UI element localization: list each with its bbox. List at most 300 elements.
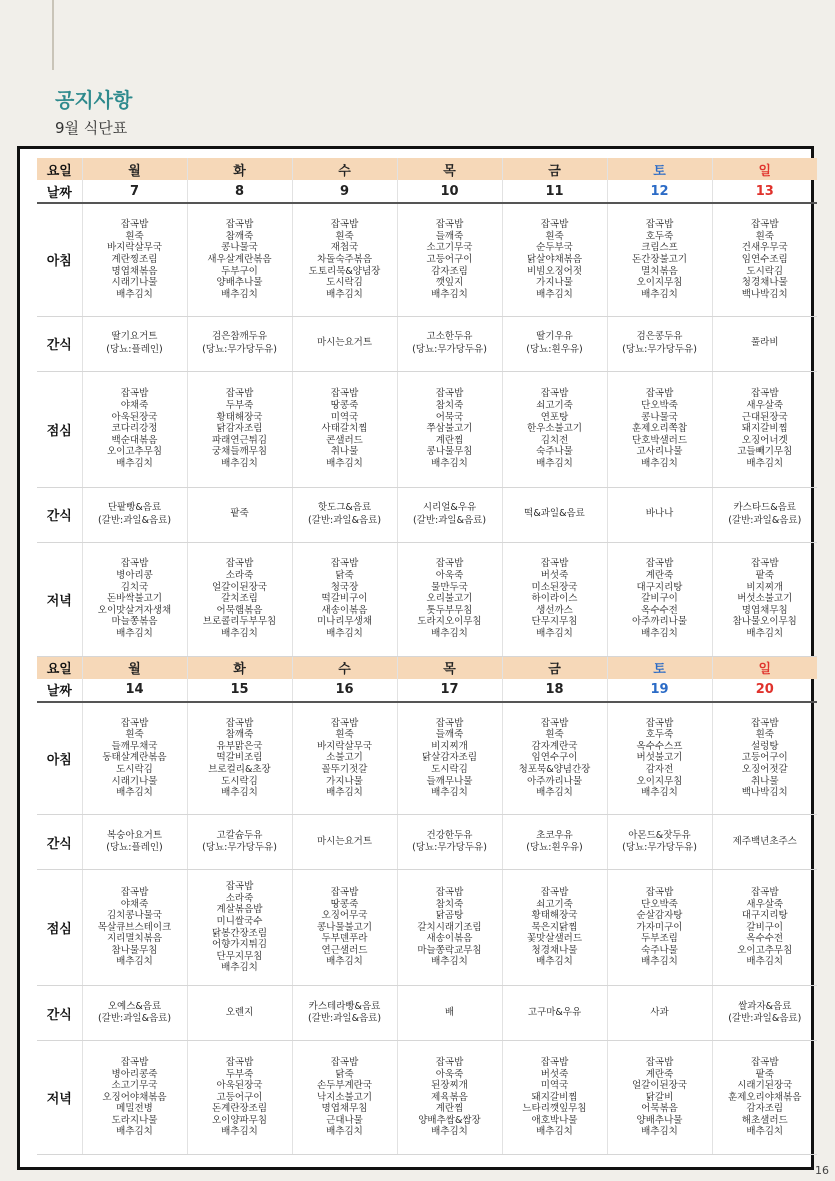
snack-am-cell bbox=[607, 316, 712, 371]
breakfast-cell bbox=[712, 203, 817, 316]
menu-item: 배추김치 bbox=[326, 457, 363, 469]
menu-item: 소라죽 bbox=[225, 892, 254, 904]
menu-item: 순두부국 bbox=[536, 242, 573, 254]
menu-item: 잡곡밥 bbox=[225, 388, 254, 400]
menu-item: 감자계란국 bbox=[531, 740, 578, 752]
menu-item: 고사리나물 bbox=[636, 446, 683, 458]
menu-item: 고등어구이 bbox=[741, 752, 788, 764]
menu-item: 배추김치 bbox=[746, 627, 784, 639]
date-row bbox=[37, 679, 817, 702]
menu-item: 배추김치 bbox=[221, 1126, 258, 1138]
breakfast-row bbox=[37, 702, 817, 815]
menu-item: 가지나물 bbox=[326, 775, 363, 787]
menu-item: 잡곡밥 bbox=[330, 388, 359, 400]
menu-item: 두부죽 bbox=[225, 1068, 254, 1080]
menu-item: 멸치볶음 bbox=[641, 265, 678, 277]
menu-item: 새송이볶음 bbox=[426, 933, 473, 945]
menu-item: 잡곡밥 bbox=[225, 881, 254, 893]
menu-item: 소고기무국 bbox=[426, 242, 473, 254]
menu-item: 미역국 bbox=[540, 1080, 569, 1092]
menu-item: 배추김치 bbox=[746, 1126, 784, 1138]
menu-item: 마시는요거트 bbox=[316, 337, 373, 349]
menu-item: 잡곡밥 bbox=[540, 717, 569, 729]
menu-item: (갈반:과일&음료) bbox=[728, 1013, 802, 1024]
menu-item: 낙지소불고기 bbox=[316, 1091, 373, 1103]
menu-item: 단오박죽 bbox=[641, 898, 678, 910]
label-snack-pm: 간식 bbox=[37, 986, 82, 1041]
menu-item: 잡곡밥 bbox=[540, 219, 569, 231]
menu-item: 팥죽 bbox=[755, 1068, 774, 1080]
menu-item: 도시락김 bbox=[221, 775, 258, 787]
menu-item: 잡곡밥 bbox=[435, 558, 464, 570]
menu-item: (당뇨:플레인) bbox=[106, 842, 163, 853]
menu-item: 오렌지 bbox=[225, 1006, 254, 1018]
menu-item: 잡곡밥 bbox=[645, 558, 674, 570]
menu-item: 브로컬리&초장 bbox=[208, 764, 271, 776]
menu-item: 배추김치 bbox=[641, 288, 678, 300]
menu-item: 고소한두유 bbox=[426, 331, 473, 342]
menu-item: 딸기요거트 bbox=[111, 331, 158, 342]
menu-item: 잡곡밥 bbox=[645, 388, 674, 400]
menu-item: 병아리콩죽 bbox=[111, 1068, 158, 1080]
lunch-cell bbox=[712, 870, 817, 986]
menu-item: 참나물오이무침 bbox=[732, 616, 797, 628]
menu-item: 잡곡밥 bbox=[750, 1056, 779, 1068]
menu-item: 잡곡밥 bbox=[750, 886, 779, 898]
menu-item: 건새우무국 bbox=[741, 242, 788, 254]
menu-item: 한우소불고기 bbox=[526, 423, 583, 435]
menu-item: 새우살죽 bbox=[746, 400, 784, 412]
menu-item: (갈반:과일&음료) bbox=[728, 514, 802, 526]
menu-item: 아욱된장국 bbox=[111, 411, 158, 423]
menu-item: (당뇨:무가당두유) bbox=[412, 343, 487, 355]
menu-item: 흰죽 bbox=[125, 729, 144, 741]
menu-item: 단팥빵&음료 bbox=[107, 502, 162, 513]
menu-item: 잡곡밥 bbox=[225, 717, 254, 729]
snack-pm-cell bbox=[607, 986, 712, 1041]
menu-item: 새우살계란볶음 bbox=[207, 253, 272, 265]
menu-item: 오예스&음료 bbox=[107, 1000, 162, 1012]
breakfast-cell bbox=[607, 702, 712, 815]
dinner-cell bbox=[187, 542, 292, 656]
menu-item: 오이고추무침 bbox=[737, 944, 793, 956]
menu-item: 얼갈이된장국 bbox=[631, 1080, 688, 1092]
menu-item: (갈반:과일&음료) bbox=[97, 514, 172, 526]
dinner-cell bbox=[292, 1041, 397, 1155]
menu-item: 단무지무침 bbox=[216, 950, 263, 962]
dinner-cell bbox=[187, 1041, 292, 1155]
menu-item: 콩나물국 bbox=[221, 242, 258, 254]
snack-pm-cell bbox=[712, 487, 817, 542]
menu-item: 옥수수전 bbox=[641, 604, 678, 616]
menu-item: 고구마&우유 bbox=[527, 1006, 582, 1018]
snack-pm-cell bbox=[82, 487, 187, 542]
menu-item: 새송이볶음 bbox=[321, 604, 368, 616]
label-dinner: 저녁 bbox=[37, 542, 82, 656]
date-cell: 14 bbox=[82, 679, 187, 702]
breakfast-cell bbox=[292, 203, 397, 316]
menu-item: 연포탕 bbox=[540, 411, 569, 423]
menu-item: (갈반:과일&음료) bbox=[307, 1013, 382, 1024]
menu-item: 잡곡밥 bbox=[645, 1056, 674, 1068]
snack-am-cell bbox=[397, 815, 502, 870]
menu-item: 버섯죽 bbox=[540, 1068, 569, 1080]
menu-item: 가자미구이 bbox=[636, 921, 683, 933]
menu-item: 돈바싹불고기 bbox=[106, 593, 163, 605]
menu-item: 고들빼기무침 bbox=[737, 446, 793, 458]
menu-item: 잡곡밥 bbox=[435, 717, 464, 729]
menu-item: 손두부계란국 bbox=[316, 1080, 373, 1092]
menu-item: 닭감자조림 bbox=[216, 423, 263, 435]
breakfast-cell bbox=[502, 702, 607, 815]
snack-am-cell bbox=[292, 316, 397, 371]
menu-item: 배추김치 bbox=[221, 627, 258, 639]
dinner-cell bbox=[607, 542, 712, 656]
menu-item: 호두죽 bbox=[645, 729, 674, 741]
lunch-cell bbox=[187, 870, 292, 986]
menu-item: 흰죽 bbox=[335, 230, 354, 242]
label-date: 날짜 bbox=[37, 679, 82, 702]
menu-item: 시래기된장국 bbox=[737, 1080, 793, 1092]
menu-item: 흰죽 bbox=[125, 230, 144, 242]
breakfast-cell bbox=[292, 702, 397, 815]
dinner-cell bbox=[502, 542, 607, 656]
label-day: 요일 bbox=[37, 656, 82, 679]
menu-item: 배추김치 bbox=[326, 627, 363, 639]
menu-item: 아욱된장국 bbox=[216, 1080, 263, 1092]
page-subtitle: 9월 식단표 bbox=[55, 119, 128, 137]
lunch-row bbox=[37, 371, 817, 487]
menu-item: 청포묵&양념간장 bbox=[518, 764, 591, 776]
date-cell: 7 bbox=[82, 180, 187, 203]
snack-pm-cell bbox=[292, 487, 397, 542]
menu-item: 잡곡밥 bbox=[225, 1056, 254, 1068]
lunch-cell bbox=[82, 870, 187, 986]
menu-item: 배추김치 bbox=[116, 288, 153, 300]
menu-item: 갈비구이 bbox=[746, 921, 784, 933]
menu-item: 들깨무채국 bbox=[111, 740, 158, 752]
menu-item: 들깨죽 bbox=[435, 230, 464, 242]
menu-item: 오리불고기 bbox=[426, 593, 473, 605]
menu-item: 들깨무나물 bbox=[426, 775, 473, 787]
menu-item: (당뇨:무가당두유) bbox=[622, 343, 697, 355]
menu-item: 양배추나물 bbox=[216, 277, 263, 289]
snack-am-cell bbox=[712, 316, 817, 371]
menu-item: 도시락김 bbox=[326, 277, 363, 289]
menu-item: 딸기우유 bbox=[536, 331, 573, 342]
menu-item: 도시락김 bbox=[746, 265, 784, 277]
menu-item: 들깨죽 bbox=[435, 729, 464, 741]
menu-item: 김치콩나물국 bbox=[106, 910, 163, 922]
menu-item: 차돌숙주볶음 bbox=[316, 253, 373, 265]
menu-item: 배추김치 bbox=[116, 1126, 153, 1138]
dinner-row bbox=[37, 1041, 817, 1155]
snack-pm-row bbox=[37, 487, 817, 542]
weekday-cell: 수 bbox=[292, 656, 397, 679]
menu-item: 계란찜 bbox=[435, 1103, 464, 1115]
menu-item: 시래기나물 bbox=[111, 775, 158, 787]
menu-item: 배추김치 bbox=[116, 787, 153, 799]
menu-item: 묵은지닭찜 bbox=[531, 921, 578, 933]
menu-item: 잡곡밥 bbox=[750, 717, 779, 729]
menu-item: 쇠고기죽 bbox=[536, 400, 573, 412]
menu-item: 비지찌개 bbox=[746, 581, 784, 593]
menu-item: 재첩국 bbox=[330, 242, 359, 254]
menu-item: 버섯불고기 bbox=[636, 752, 683, 764]
menu-item: 배추김치 bbox=[221, 787, 258, 799]
menu-item: 새우살죽 bbox=[746, 898, 784, 910]
menu-item: 꽃맛살샐러드 bbox=[526, 933, 583, 945]
menu-item: 흰죽 bbox=[755, 729, 774, 741]
menu-item: 잡곡밥 bbox=[120, 1056, 149, 1068]
menu-item: 검은참깨두유 bbox=[211, 331, 268, 342]
menu-item: 흰죽 bbox=[755, 230, 774, 242]
menu-item: 가지나물 bbox=[536, 277, 573, 289]
menu-item: 오징어너겟 bbox=[741, 434, 788, 446]
menu-item: 닭갈비 bbox=[645, 1091, 674, 1103]
menu-item: 소불고기 bbox=[326, 752, 363, 764]
menu-item: 하이라이스 bbox=[531, 593, 578, 605]
menu-item: 크림스프 bbox=[641, 242, 678, 254]
menu-item: 고등어구이 bbox=[426, 253, 473, 265]
menu-item: 취나물 bbox=[330, 446, 359, 458]
menu-item: 배추김치 bbox=[536, 457, 573, 469]
weekday-cell: 수 bbox=[292, 158, 397, 180]
menu-item: 배추김치 bbox=[431, 956, 468, 968]
menu-item: 감자조림 bbox=[431, 265, 468, 277]
date-cell: 9 bbox=[292, 180, 397, 203]
menu-item: 소고기무국 bbox=[111, 1080, 158, 1092]
menu-item: 갈치조림 bbox=[221, 593, 258, 605]
menu-item: 잡곡밥 bbox=[645, 717, 674, 729]
menu-item: (당뇨:플레인) bbox=[106, 343, 163, 355]
menu-item: 호두죽 bbox=[645, 230, 674, 242]
menu-item: 건강한두유 bbox=[426, 829, 473, 841]
menu-item: 오이양파무침 bbox=[211, 1114, 268, 1126]
menu-item: 배추김치 bbox=[326, 787, 363, 799]
menu-item: 톳두부무침 bbox=[426, 604, 473, 616]
menu-item: 미니쌀국수 bbox=[216, 915, 263, 927]
menu-item: 잡곡밥 bbox=[540, 886, 569, 898]
menu-item: 돈계란장조림 bbox=[211, 1103, 268, 1115]
menu-item: 잡곡밥 bbox=[120, 886, 149, 898]
menu-item: 흰죽 bbox=[335, 729, 354, 741]
menu-item: 쇠고기죽 bbox=[536, 898, 573, 910]
menu-item: 숙주나물 bbox=[641, 944, 678, 956]
date-cell: 10 bbox=[397, 180, 502, 203]
menu-item: 갈치시래기조림 bbox=[417, 921, 482, 933]
lunch-cell bbox=[187, 371, 292, 487]
menu-item: 돼지갈비찜 bbox=[531, 1091, 578, 1103]
menu-item: 참깨죽 bbox=[225, 230, 254, 242]
lunch-cell bbox=[292, 870, 397, 986]
menu-item: 바지락살무국 bbox=[316, 740, 373, 752]
menu-item: 배추김치 bbox=[326, 288, 363, 300]
menu-item: 비지찌개 bbox=[431, 740, 468, 752]
menu-item: 명엽채무침 bbox=[321, 1103, 368, 1115]
weekday-cell: 금 bbox=[502, 158, 607, 180]
menu-item: 잡곡밥 bbox=[120, 717, 149, 729]
menu-item: 배추김치 bbox=[536, 627, 573, 639]
menu-item: 잡곡밥 bbox=[330, 717, 359, 729]
snack-am-cell bbox=[607, 815, 712, 870]
menu-item: 순살감자탕 bbox=[636, 910, 683, 922]
menu-item: 코다리강정 bbox=[111, 423, 158, 435]
dinner-cell bbox=[397, 542, 502, 656]
menu-item: 어묵국 bbox=[435, 411, 464, 423]
weekday-cell: 토 bbox=[607, 656, 712, 679]
date-cell: 18 bbox=[502, 679, 607, 702]
menu-item: 오이지무침 bbox=[636, 277, 683, 289]
menu-item: 배추김치 bbox=[536, 1126, 573, 1138]
menu-item: 배추김치 bbox=[431, 787, 468, 799]
menu-item: 백순대볶음 bbox=[111, 434, 158, 446]
menu-item: 훈제오리쪽찹 bbox=[631, 423, 688, 435]
lunch-cell bbox=[712, 371, 817, 487]
menu-item: 훈제오리야채볶음 bbox=[728, 1091, 802, 1103]
menu-item: 배추김치 bbox=[431, 457, 468, 469]
menu-item: 콩나물국 bbox=[641, 411, 678, 423]
snack-pm-cell bbox=[397, 986, 502, 1041]
menu-item: 참치죽 bbox=[435, 898, 464, 910]
menu-item: 동태살계란볶음 bbox=[102, 752, 167, 764]
menu-item: 쌀과자&음료 bbox=[738, 1000, 792, 1012]
date-cell: 11 bbox=[502, 180, 607, 203]
menu-item: 닭봉간장조림 bbox=[211, 927, 268, 939]
menu-item: 팥죽 bbox=[230, 508, 249, 520]
menu-item: 배추김치 bbox=[431, 627, 468, 639]
menu-item: 감자조림 bbox=[746, 1103, 784, 1115]
dinner-cell bbox=[82, 1041, 187, 1155]
menu-frame bbox=[17, 146, 814, 1170]
menu-item: 쭈삼불고기 bbox=[426, 423, 473, 435]
menu-item: (당뇨:무가당두유) bbox=[412, 842, 487, 853]
menu-item: 계란찜 bbox=[435, 434, 464, 446]
menu-item: 팥죽 bbox=[755, 570, 774, 582]
menu-item: 청경채나물 bbox=[741, 277, 788, 289]
menu-item: 시리얼&우유 bbox=[422, 502, 477, 513]
breakfast-cell bbox=[607, 203, 712, 316]
menu-item: 콩나물무침 bbox=[426, 446, 473, 458]
menu-item: 계란찡조림 bbox=[111, 253, 158, 265]
menu-item: 도라지오이무침 bbox=[417, 616, 482, 628]
menu-item: 파래연근튀김 bbox=[211, 434, 268, 446]
snack-am-cell bbox=[712, 815, 817, 870]
menu-item: 백나박김치 bbox=[741, 288, 788, 300]
menu-item: 배추김치 bbox=[536, 956, 573, 968]
breakfast-row bbox=[37, 203, 817, 316]
date-cell: 16 bbox=[292, 679, 397, 702]
menu-item: 어묵햄볶음 bbox=[216, 604, 263, 616]
menu-item: 잡곡밥 bbox=[435, 219, 464, 231]
menu-item: 아욱죽 bbox=[435, 1068, 464, 1080]
lunch-cell bbox=[502, 870, 607, 986]
menu-item: 검은콩두유 bbox=[636, 331, 683, 342]
menu-item: 잡곡밥 bbox=[540, 388, 569, 400]
menu-item: 갈비구이 bbox=[641, 593, 678, 605]
menu-item: 닭살감자조림 bbox=[421, 752, 478, 764]
snack-pm-cell bbox=[292, 986, 397, 1041]
menu-item: 배추김치 bbox=[221, 962, 258, 974]
menu-item: 배추김치 bbox=[431, 1126, 468, 1138]
snack-pm-cell bbox=[82, 986, 187, 1041]
menu-item: 오징어무국 bbox=[321, 910, 368, 922]
menu-item: 잡곡밥 bbox=[120, 558, 149, 570]
menu-item: 도시락김 bbox=[431, 764, 468, 776]
menu-item: 배 bbox=[444, 1006, 455, 1018]
snack-pm-cell bbox=[712, 986, 817, 1041]
menu-item: 황태해장국 bbox=[216, 411, 263, 423]
menu-item: 바지락살무국 bbox=[106, 242, 163, 254]
menu-item: 잡곡밥 bbox=[645, 886, 674, 898]
menu-item: 배추김치 bbox=[641, 956, 678, 968]
dinner-cell bbox=[82, 542, 187, 656]
menu-item: 양배추나물 bbox=[636, 1114, 683, 1126]
menu-item: 복숭아요거트 bbox=[106, 829, 163, 841]
menu-item: 백나박김치 bbox=[741, 787, 788, 799]
weekday-cell: 목 bbox=[397, 158, 502, 180]
menu-item: (당뇨:무가당두유) bbox=[202, 842, 277, 853]
menu-item: 카스테라빵&음료 bbox=[308, 1000, 381, 1012]
menu-item: 유부맑은국 bbox=[216, 740, 263, 752]
menu-item: 초코우유 bbox=[536, 829, 573, 841]
menu-item: 버섯죽 bbox=[540, 570, 569, 582]
menu-item: 돈간장불고기 bbox=[631, 253, 688, 265]
menu-item: 아몬드&잣두유 bbox=[628, 829, 691, 841]
breakfast-cell bbox=[187, 203, 292, 316]
menu-item: 닭죽 bbox=[335, 1068, 354, 1080]
menu-item: 생선까스 bbox=[536, 604, 573, 616]
menu-item: 콩나물불고기 bbox=[316, 921, 373, 933]
menu-item: 배추김치 bbox=[641, 457, 678, 469]
menu-item: 잡곡밥 bbox=[225, 219, 254, 231]
menu-item: 양배추쌈&쌈장 bbox=[418, 1114, 481, 1126]
menu-item: 잡곡밥 bbox=[750, 388, 779, 400]
menu-item: 고칼슘두유 bbox=[216, 829, 263, 841]
menu-item: 오징어젓갈 bbox=[741, 764, 788, 776]
menu-item: 배추김치 bbox=[326, 1126, 363, 1138]
menu-item: 어향가지튀김 bbox=[211, 939, 268, 951]
menu-item: 메밀전병 bbox=[116, 1103, 153, 1115]
label-snack-am: 간식 bbox=[37, 316, 82, 371]
menu-item: 배추김치 bbox=[746, 457, 784, 469]
menu-item: 배추김치 bbox=[326, 956, 363, 968]
menu-item: (당뇨:무가당두유) bbox=[622, 842, 697, 853]
label-day: 요일 bbox=[37, 158, 82, 180]
menu-item: 감자전 bbox=[645, 764, 674, 776]
menu-item: 단호박샐러드 bbox=[631, 434, 688, 446]
menu-item: (당뇨:흰우유) bbox=[526, 343, 583, 355]
menu-item: 잡곡밥 bbox=[330, 558, 359, 570]
date-cell: 12 bbox=[607, 180, 712, 203]
dinner-cell bbox=[502, 1041, 607, 1155]
menu-item: 닭곰탕 bbox=[435, 910, 464, 922]
snack-am-cell bbox=[292, 815, 397, 870]
menu-item: 계란죽 bbox=[645, 570, 674, 582]
menu-item: 야채죽 bbox=[120, 898, 149, 910]
menu-item: 깻잎지 bbox=[435, 277, 464, 289]
menu-item: 미역국 bbox=[330, 411, 359, 423]
menu-item: 아욱죽 bbox=[435, 570, 464, 582]
menu-item: 김치국 bbox=[120, 581, 149, 593]
menu-item: 배추김치 bbox=[221, 457, 258, 469]
menu-item: 아주까리나물 bbox=[526, 775, 583, 787]
menu-item: 꼴뚜기젓갈 bbox=[321, 764, 368, 776]
menu-item: 잡곡밥 bbox=[750, 558, 779, 570]
menu-item: 바나나 bbox=[645, 508, 674, 520]
snack-pm-cell bbox=[187, 986, 292, 1041]
menu-item: 떡갈비구이 bbox=[321, 593, 368, 605]
